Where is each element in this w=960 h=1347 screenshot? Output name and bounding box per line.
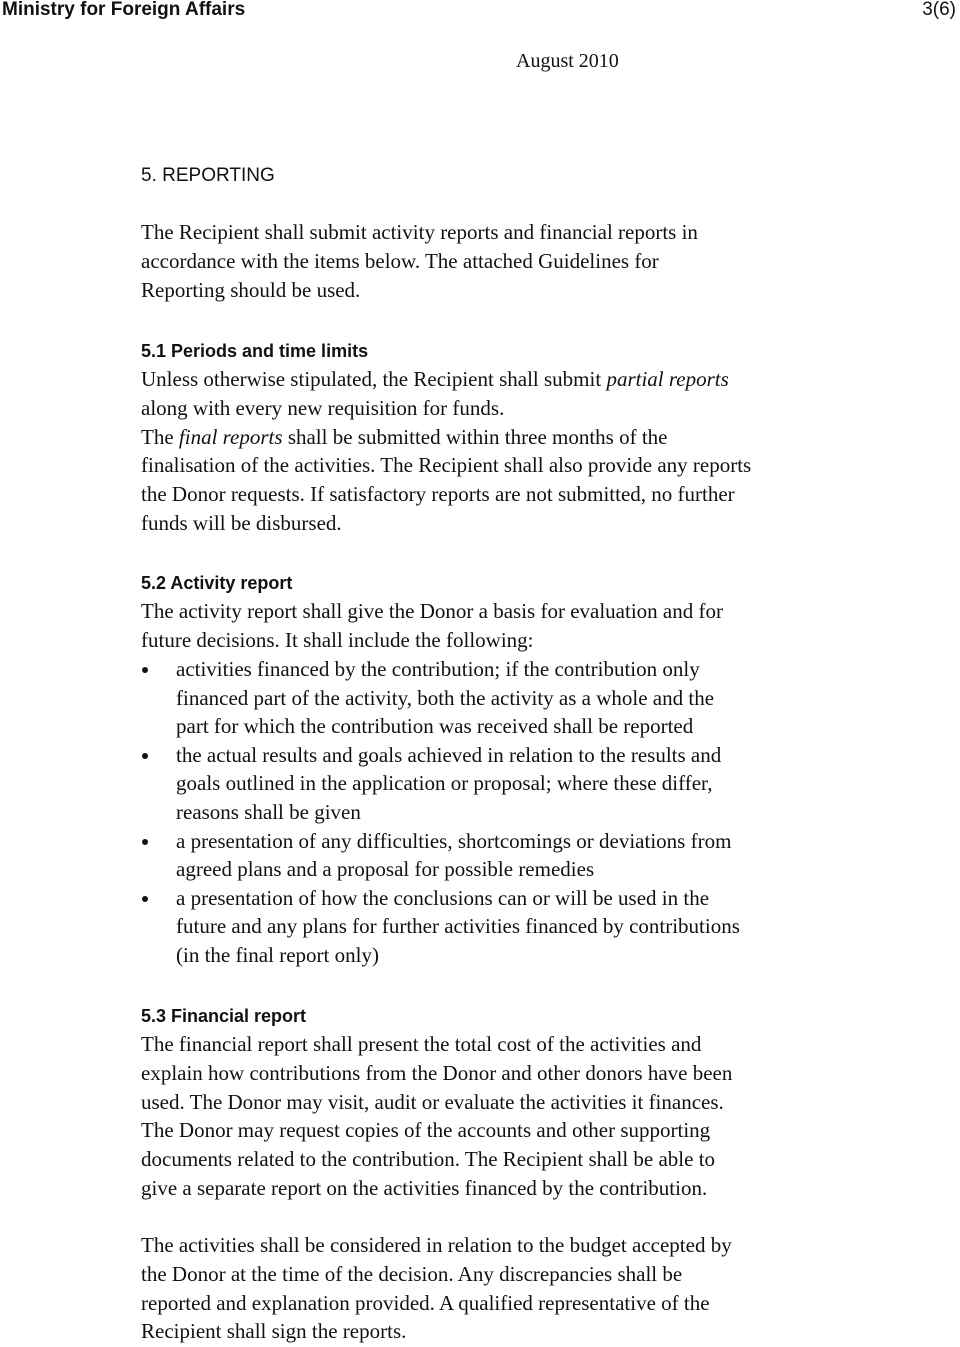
bullet-icon (142, 667, 148, 673)
subsection-3-paragraph-1 (141, 1030, 861, 1203)
subsection-2-heading: 5.2 Activity report (141, 573, 293, 593)
text-line: funds will be disbursed. (141, 510, 342, 535)
bullet-icon (142, 896, 148, 902)
text-run: shall be submitted within three months of the (282, 424, 668, 449)
text-line (141, 423, 861, 452)
text-line: a presentation of how the conclusions can or will be used in the (176, 885, 710, 910)
text-line: the Donor requests. If satisfactory reports are not submitted, no further (141, 482, 735, 507)
subsection-3-paragraph-2 (141, 1231, 861, 1346)
text-line: The activity report shall give the Donor a basis for evaluation and for (141, 599, 723, 623)
text-line: a presentation of any difficulties, shortcomings or deviations from (176, 828, 732, 853)
text-line: the actual results and goals achieved in relation to the results and (176, 742, 722, 767)
section-intro (141, 218, 861, 304)
text-line: give a separate report on the activities financed by the contribution. (141, 1175, 708, 1200)
bullet-icon (142, 753, 148, 759)
section-heading: 5. REPORTING (141, 165, 275, 186)
text-line: reported and explanation provided. A qualified representative of the (141, 1290, 710, 1315)
text-line: Reporting should be used. (141, 277, 361, 302)
text-line: Recipient shall sign the reports. (141, 1319, 407, 1344)
text-line: agreed plans and a proposal for possible remedies (176, 857, 595, 882)
text-line: future and any plans for further activities financed by contributions (176, 914, 740, 939)
italic-term-final-reports: final reports (178, 424, 283, 449)
text-line: reasons shall be given (176, 799, 361, 824)
text-line: goals outlined in the application or proposal; where these differ, (176, 771, 713, 796)
text-line: the Donor at the time of the decision. Any discrepancies shall be (141, 1261, 683, 1286)
text-line: (in the final report only) (176, 942, 379, 967)
text-line: The Donor may request copies of the accounts and other supporting (141, 1118, 711, 1143)
subsection-2-intro (141, 597, 861, 655)
text-line: accordance with the items below. The attached Guidelines for (141, 248, 659, 273)
page-number: 3(6) (922, 0, 956, 20)
activity-report-bullet-list (141, 655, 901, 970)
text-line: The Recipient shall submit activity reports and financial reports in (141, 220, 698, 244)
list-item (141, 884, 901, 970)
text-line: The activities shall be considered in relation to the budget accepted by (141, 1233, 732, 1257)
bullet-icon (142, 839, 148, 845)
text-run: The (141, 424, 179, 449)
organization-name: Ministry for Foreign Affairs (2, 0, 246, 20)
text-line: finalisation of the activities. The Recipient shall also provide any reports (141, 453, 752, 478)
document-date: August 2010 (516, 50, 619, 72)
text-line: explain how contributions from the Donor and other donors have been (141, 1060, 733, 1085)
subsection-1-heading: 5.1 Periods and time limits (141, 341, 369, 361)
text-line: documents related to the contribution. The Recipient shall be able to (141, 1147, 716, 1172)
text-line: along with every new requisition for funds. (141, 395, 505, 420)
text-line: The financial report shall present the total cost of the activities and (141, 1032, 702, 1056)
text-line: future decisions. It shall include the following: (141, 627, 534, 652)
text-line: activities financed by the contribution; if the contribution only (176, 657, 700, 681)
text-line (141, 365, 861, 394)
text-run: Unless otherwise stipulated, the Recipient shall submit (141, 367, 607, 391)
list-item (141, 655, 901, 741)
text-line: used. The Donor may visit, audit or evaluate the activities it finances. (141, 1089, 724, 1114)
text-line: part for which the contribution was received shall be reported (176, 714, 694, 739)
italic-term-partial-reports: partial reports (606, 367, 729, 391)
subsection-1-body (141, 365, 861, 538)
subsection-3-heading: 5.3 Financial report (141, 1006, 307, 1026)
list-item (141, 827, 901, 884)
text-line: financed part of the activity, both the activity as a whole and the (176, 685, 715, 710)
list-item (141, 741, 901, 827)
